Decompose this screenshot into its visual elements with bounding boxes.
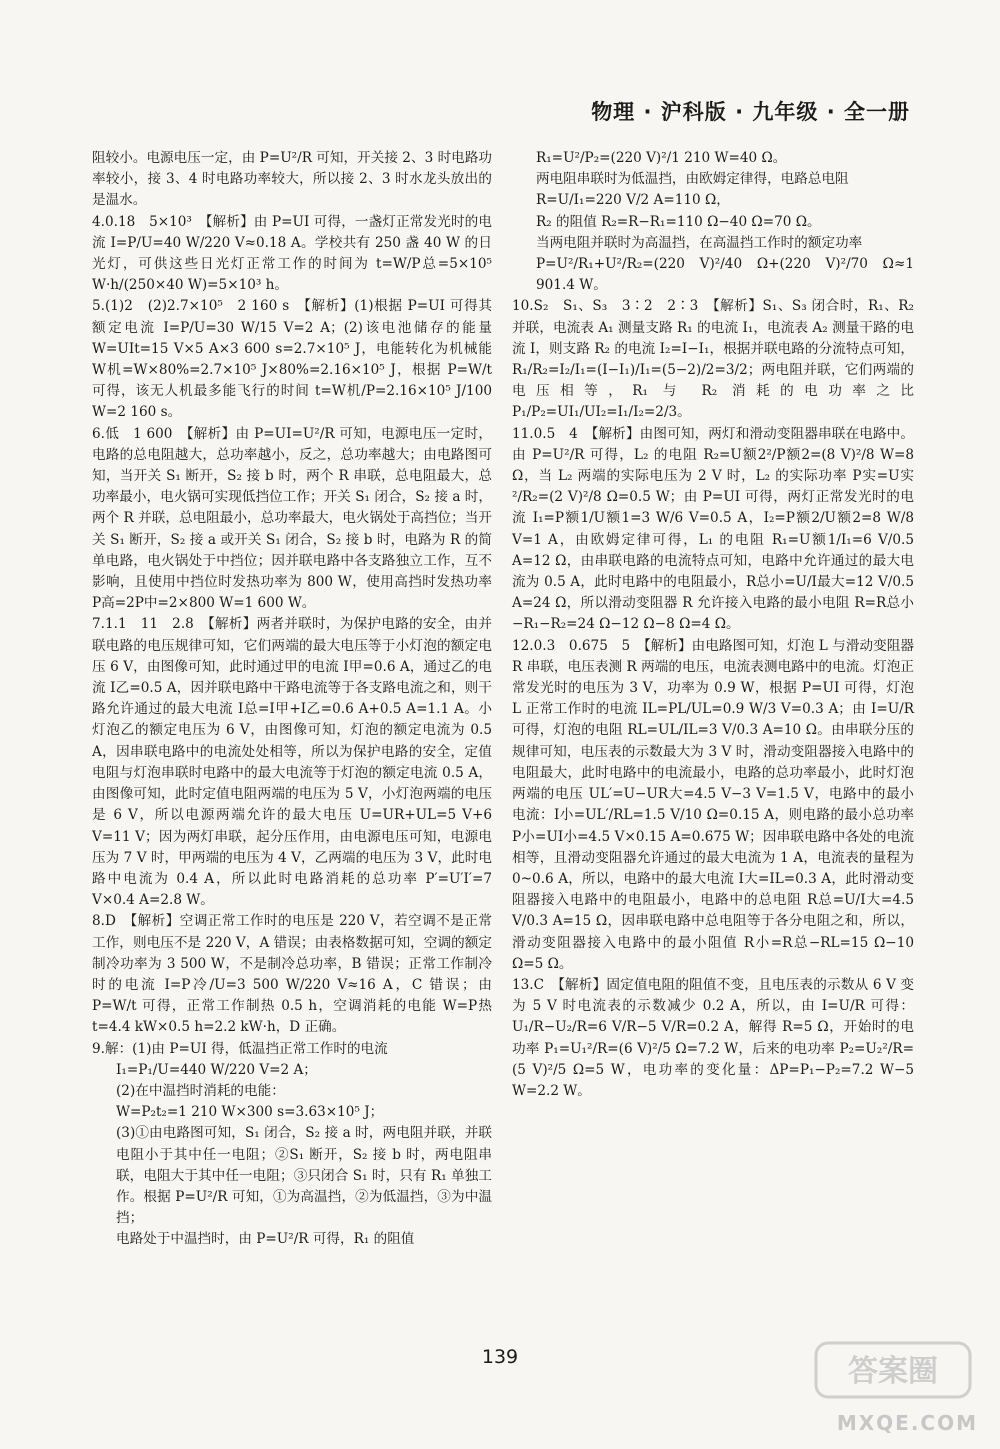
- left-column-paragraph: [92, 614, 492, 911]
- answer-text: W=P₂t₂=1 210 W×300 s=3.63×10⁵ J；: [116, 1104, 384, 1121]
- right-column-paragraph: [512, 636, 914, 975]
- left-column-paragraph: [92, 1060, 492, 1081]
- right-column-paragraph: [512, 254, 914, 296]
- right-column-paragraph: [512, 975, 914, 1102]
- question-number: 5.: [92, 298, 105, 315]
- answer-text: 两电阻串联时为低温挡，由欧姆定律得，电路总电阻: [536, 171, 849, 188]
- answer-text: C 【解析】固定值电阻的阻值不变，且电压表的示数从 6 V 变为 5 V 时电流表的示数减少 0.2 A，所以，由 I=U/R 可得：U₁/R−U₂/R=6 V/R−5 V/R=0.2 A，解得 R=5 Ω，开始时的电功率 P₁=U₁²/R=(6 V)²/5 Ω=7.2 W，后来的电功率 P₂=U₂²/R=(5 V)²/5 Ω=5 W，电功率的变化量：ΔP=P₁−P₂=7.2 W−5 W=2.2 W。: [512, 976, 914, 1099]
- answer-text: 1.1 11 2.8 【解析】两者并联时，为保护电路的安全，由并联电路的电压规律可知，它们两端的最大电压等于小灯泡的额定电压 6 V，由图像可知，此时通过甲的电流 I甲=0.6 A，通过乙的电流 I乙=0.5 A，因并联电路中干路电流等于各支路电流之和，则干路允许通过的最大电流 I总=I甲+I乙=0.6 A+0.5 A=1.1 A。小灯泡乙的额定电压为 6 V，由图像可知，灯泡的额定电流为 0.5 A，因串联电路中的电流处处相等，所以为保护电路的安全，定值电阻与灯泡串联时电路中的最大电流等于灯泡的额定电流 0.5 A，由图像可知，此时定值电阻两端的电压为 5 V，小灯泡两端的电压是 6 V，所以电源两端允许的最大电压 U=UR+UL=5 V+6 V=11 V；因为两灯串联，起分压作用，由电源电压可知，电源电压为 7 V 时，甲两端的电压为 4 V，乙两端的电压为 3 V，此时电路中电流为 0.4 A，所以此时电路消耗的总功率 P′=U′I′=7 V×0.4 A=2.8 W。: [92, 616, 492, 909]
- right-column-paragraph: [512, 169, 914, 190]
- answer-text: 0.18 5×10³ 【解析】由 P=UI 可得，一盏灯正常发光时的电流 I=P/U=40 W/220 V≈0.18 A。学校共有 250 盏 40 W 的日光灯，可供这些日光灯正常工作的时间为 t=W/P总=5×10⁵ W·h/(250×40 W)=5×10³ h。: [92, 213, 492, 294]
- answer-text: 电路处于中温挡时，由 P=U²/R 可得，R₁ 的阻值: [116, 1231, 415, 1248]
- answer-text: 当两电阻并联时为高温挡，在高温挡工作时的额定功率: [536, 234, 863, 251]
- answer-text: 低 1 600 【解析】由 P=UI=U²/R 可知，电源电压一定时，电路的总电阻越大，总功率越小，反之，总功率越大；由电路图可知，当开关 S₁ 断开，S₂ 接 b 时，两个 R 串联，总电阻最大，总功率最小，电火锅可实现低挡位工作；开关 S₁ 闭合，S₂ 接 a 时，两个 R 并联，总电阻最小，总功率最大，电火锅处于高挡位；当开关 S₁ 断开，S₂ 接 a 或开关 S₁ 闭合，S₂ 接 b 时，电路为 R 的简单电路，电火锅处于中挡位；因并联电路中各支路独立工作，互不影响，且使用中挡位时发热功率为 800 W，使用高挡时发热功率 P高=2P中=2×800 W=1 600 W。: [92, 425, 492, 612]
- answer-text: 0.3 0.675 5 【解析】由电路图可知，灯泡 L 与滑动变阻器 R 串联，电压表测 R 两端的电压，电流表测电路中的电流。灯泡正常发光时的电压为 3 V，功率为 0.9 W，根据 P=UI 可得，灯泡 L 正常工作时的电流 IL=PL/UL=0.9 W/3 V=0.3 A；由 I=U/R 可得，灯泡的电阻 RL=UL/IL=3 V/0.3 A=10 Ω。由串联分压的规律可知，电压表的示数最大为 3 V 时，滑动变阻器接入电路中的电阻最大，此时电路中的电流最小，电路的总功率最小，此时灯泡两端的电压 UL′=U−UR大=4.5 V−3 V=1.5 V，电路中的最小电流：I小=UL′/RL=1.5 V/10 Ω=0.15 A，则电路的最小总功率 P小=UI小=4.5 V×0.15 A=0.675 W；因串联电路中各处的电流相等，且滑动变阻器允许通过的最大电流为 1 A，电流表的量程为 0~0.6 A，所以，电路中的最大电流 I大=IL=0.3 A，此时滑动变阻器接入电路中的电阻最小，电路中的总电阻 R总=U/I大=4.5 V/0.3 A=15 Ω，因串联电路中总电阻等于各分电阻之和，所以，滑动变阻器接入电路中的最小阻值 R小=R总−RL=15 Ω−10 Ω=5 Ω。: [512, 637, 914, 972]
- answer-text: S₂ S₁、S₃ 3∶2 2∶3 【解析】S₁、S₃ 闭合时，R₁、R₂ 并联，电流表 A₁ 测量支路 R₁ 的电流 I₁，电流表 A₂ 测量干路的电流 I，则支路 R₂ 的电流 I₂=I−I₁，根据并联电路的分流特点可知，R₁/R₂=I₂/I₁=(I−I₁)/I₁=(5−2)/2=3/2；两电阻并联，它们两端的电压相等，R₁ 与 R₂ 消耗的电功率之比 P₁/P₂=UI₁/UI₂=I₁/I₂=2/3。: [512, 298, 914, 421]
- question-number: 6.: [92, 425, 105, 442]
- question-number: 13.: [512, 976, 534, 993]
- answer-text: 阻较小。电源电压一定，由 P=U²/R 可知，开关接 2、3 时电路功率较小，接 3、4 时电路功率较大，所以接 2、3 时水龙头放出的是温水。: [92, 150, 492, 209]
- answer-text: (1)2 (2)2.7×10⁵ 2 160 s 【解析】(1)根据 P=UI 可得其额定电流 I=P/U=30 W/15 V=2 A；(2)该电池储存的能量 W=UIt=15 V×5 A×3 600 s=2.7×10⁵ J，电能转化为机械能 W机=W×80%=2.7×10⁵ J×80%=2.16×10⁵ J，根据 P=W/t 可得，该无人机最多能飞行的时间 t=W机/P=2.16×10⁵ J/100 W=2 160 s。: [92, 298, 492, 421]
- left-column-paragraph: [92, 424, 492, 615]
- watermark-logo-text: 答案圈: [848, 1354, 938, 1389]
- right-column-paragraph: [512, 233, 914, 254]
- page-number: 139: [481, 1346, 519, 1368]
- right-column-paragraph: [512, 190, 914, 211]
- question-number: 4.: [92, 213, 105, 230]
- answer-text: 解：(1)由 P=UI 得，低温挡正常工作时的电流: [104, 1040, 388, 1057]
- question-number: 8.: [92, 913, 105, 930]
- answer-text: R₂ 的阻值 R₂=R−R₁=110 Ω−40 Ω=70 Ω。: [536, 213, 821, 230]
- question-number: 7.: [92, 616, 105, 633]
- left-column: [92, 148, 492, 1251]
- left-column-paragraph: [92, 1102, 492, 1123]
- left-column-paragraph: [92, 148, 492, 212]
- left-column-paragraph: [92, 1123, 492, 1229]
- question-number: 12.: [512, 637, 534, 654]
- question-number: 9.: [92, 1040, 105, 1057]
- right-column-paragraph: [512, 296, 914, 423]
- left-column-paragraph: [92, 1229, 492, 1250]
- right-column-paragraph: [512, 212, 914, 233]
- left-column-paragraph: [92, 1081, 492, 1102]
- left-column-paragraph: [92, 212, 492, 297]
- answer-text: R₁=U²/P₂=(220 V)²/1 210 W=40 Ω。: [536, 150, 787, 166]
- answer-text: R=U/I₁=220 V/2 A=110 Ω，: [536, 192, 730, 209]
- answer-text: P=U²/R₁+U²/R₂=(220 V)²/40 Ω+(220 V)²/70 Ω≈1 901.4 W。: [536, 256, 914, 294]
- answer-text: (3)①由电路图可知，S₁ 闭合，S₂ 接 a 时，两电阻并联，并联电阻小于其中任一电阻；②S₁ 断开，S₂ 接 b 时，两电阻串联，电阻大于其中任一电阻；③只闭合 S₁ 时，只有 R₁ 单独工作。根据 P=U²/R 可知，①为高温挡，②为低温挡，③为中温挡；: [116, 1125, 492, 1227]
- right-column: [512, 148, 914, 1102]
- answer-text: I₁=P₁/U=440 W/220 V=2 A；: [116, 1061, 317, 1078]
- left-column-paragraph: [92, 911, 492, 1038]
- page-header: 物理 · 沪科版 · 九年级 · 全一册: [591, 100, 910, 124]
- answer-text: 0.5 4 【解析】由图可知，两灯和滑动变阻器串联在电路中。由 P=U²/R 可得，L₂ 的电阻 R₂=U额2²/P额2=(8 V)²/8 W=8 Ω，当 L₂ 两端的实际电压为 2 V 时，L₂ 的实际功率 P实=U实²/R₂=(2 V)²/8 Ω=0.5 W；由 P=UI 可得，两灯正常发光时的电流 I₁=P额1/U额1=3 W/6 V=0.5 A，I₂=P额2/U额2=8 W/8 V=1 A，由欧姆定律可得，L₁ 的电阻 R₁=U额1/I₁=6 V/0.5 A=12 Ω，由串联电路的电流特点可知，电路中允许通过的最大电流为 0.5 A，此时电路中的电阻最小，R总小=U/I最大=12 V/0.5 A=24 Ω，所以滑动变阻器 R 允许接入电路的最小电阻 R=R总小−R₁−R₂=24 Ω−12 Ω−8 Ω=4 Ω。: [512, 425, 914, 633]
- left-column-paragraph: [92, 1039, 492, 1060]
- left-column-paragraph: [92, 296, 492, 423]
- question-number: 10.: [512, 298, 534, 315]
- right-column-paragraph: [512, 424, 914, 636]
- watermark-url: MXQE.COM: [836, 1411, 978, 1435]
- right-column-paragraph: [512, 148, 914, 169]
- answer-text: (2)在中温挡时消耗的电能：: [116, 1082, 285, 1099]
- answer-text: D 【解析】空调正常工作时的电压是 220 V，若空调不是正常工作，则电压不是 220 V，A 错误；由表格数据可知，空调的额定制冷功率为 3 500 W，不是制冷总功率，B 错误；正常工作制冷时的电流 I=P冷/U=3 500 W/220 V≈16 A，C 错误；由 P=W/t 可得，正常工作制热 0.5 h，空调消耗的电能 W=P热 t=4.4 kW×0.5 h=2.2 kW·h，D 正确。: [92, 913, 492, 1036]
- question-number: 11.: [512, 425, 534, 442]
